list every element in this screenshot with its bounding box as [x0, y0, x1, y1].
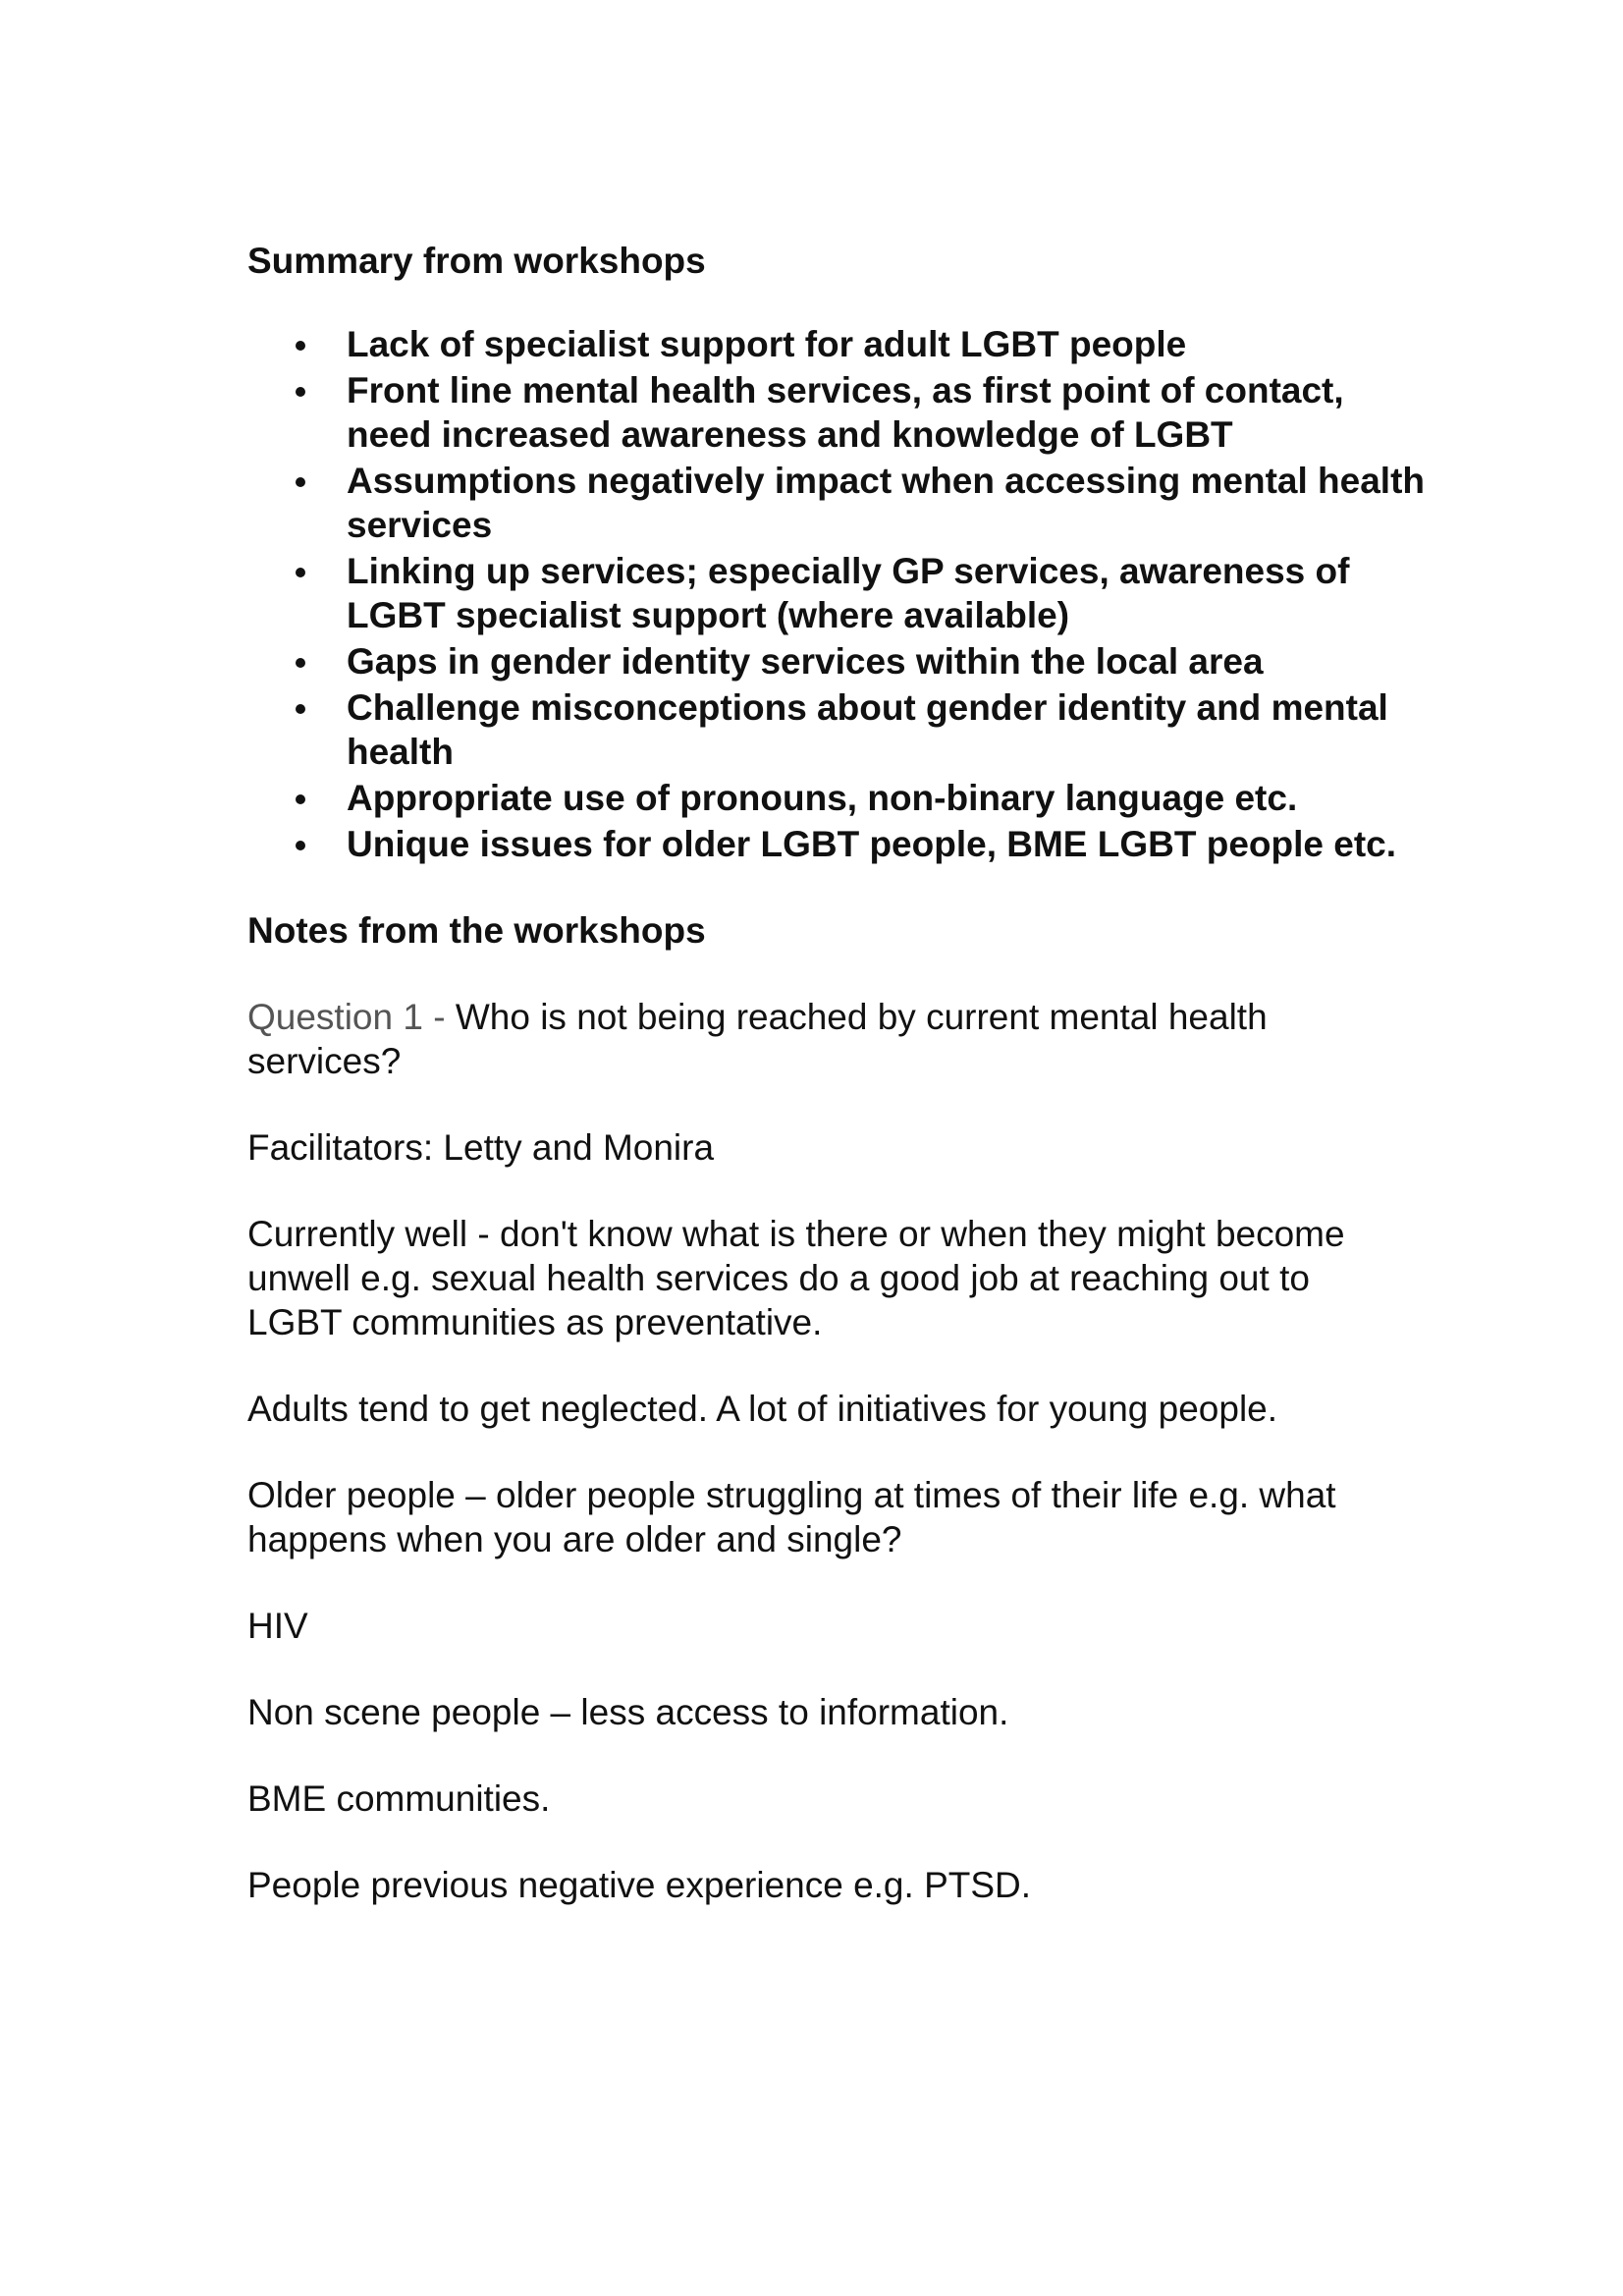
notes-heading: Notes from the workshops — [247, 910, 706, 951]
summary-heading: Summary from workshops — [247, 241, 706, 281]
summary-bullet-text: Challenge misconceptions about gender identity and mental health — [347, 687, 1388, 772]
summary-bullet-list — [247, 322, 1426, 866]
summary-bullet-text: Assumptions negatively impact when accessing mental health services — [347, 461, 1425, 545]
summary-bullet-item — [247, 822, 1427, 866]
bullet-dot-icon — [296, 658, 305, 668]
bullet-dot-icon — [296, 704, 305, 714]
summary-bullet-item — [247, 459, 1427, 547]
summary-bullet-item — [247, 685, 1427, 774]
summary-bullet-text: Lack of specialist support for adult LGBT people — [347, 324, 1187, 364]
summary-bullet-item — [247, 322, 1427, 366]
document-page — [247, 239, 1426, 1907]
summary-bullet-item — [247, 549, 1427, 637]
notes-paragraph: BME communities. — [247, 1778, 551, 1819]
summary-bullet-item — [247, 639, 1427, 683]
facilitators-line: Facilitators: Letty and Monira — [247, 1127, 715, 1168]
bullet-dot-icon — [296, 568, 305, 577]
bullet-dot-icon — [296, 341, 305, 351]
bullet-dot-icon — [296, 477, 305, 487]
bullet-dot-icon — [296, 841, 305, 850]
notes-paragraph: Older people – older people struggling at times of their life e.g. what happens when you are older and single? — [247, 1475, 1336, 1559]
summary-bullet-text: Appropriate use of pronouns, non-binary language etc. — [347, 778, 1298, 818]
summary-bullet-text: Linking up services; especially GP services, awareness of LGBT specialist support (where available) — [347, 551, 1350, 635]
bullet-dot-icon — [296, 387, 305, 397]
notes-paragraph: Non scene people – less access to information. — [247, 1692, 1009, 1732]
question-paragraph — [247, 995, 1377, 1083]
summary-bullet-text: Front line mental health services, as first point of contact, need increased awareness and knowledge of LGBT — [347, 370, 1344, 455]
summary-bullet-item — [247, 776, 1427, 820]
notes-paragraph: Adults tend to get neglected. A lot of initiatives for young people. — [247, 1389, 1278, 1429]
question-text: Who is not being reached by current mental health services? — [247, 997, 1268, 1081]
question-label: Question 1 - — [247, 997, 446, 1037]
summary-bullet-text: Gaps in gender identity services within the local area — [347, 641, 1264, 682]
notes-paragraph: HIV — [247, 1606, 308, 1646]
summary-bullet-item — [247, 368, 1427, 457]
notes-paragraph: People previous negative experience e.g. PTSD. — [247, 1865, 1032, 1905]
notes-paragraph: Currently well - don't know what is there or when they might become unwell e.g. sexual health services do a good job at reaching out to LGBT communities as preventative. — [247, 1214, 1345, 1342]
summary-bullet-text: Unique issues for older LGBT people, BME LGBT people etc. — [347, 824, 1397, 864]
bullet-dot-icon — [296, 794, 305, 804]
